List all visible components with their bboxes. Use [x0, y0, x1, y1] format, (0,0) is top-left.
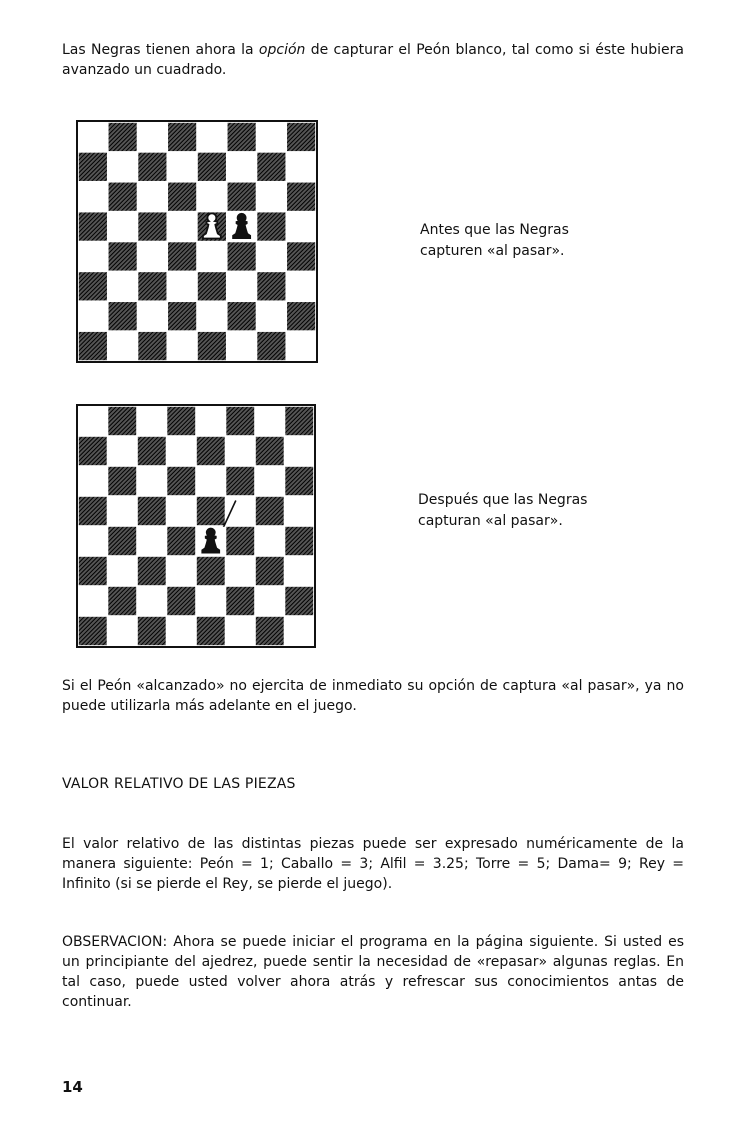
dark-square — [167, 587, 195, 615]
dark-square — [108, 467, 136, 495]
chessboard-after-svg — [78, 406, 314, 646]
dark-square — [197, 437, 225, 465]
dark-square — [79, 272, 107, 300]
dark-square — [256, 497, 284, 525]
dark-square — [257, 272, 285, 300]
dark-square — [226, 407, 254, 435]
dark-square — [287, 183, 315, 211]
dark-square — [109, 302, 137, 330]
dark-square — [79, 437, 107, 465]
intro-text-part2: de capturar el Peón blanco, tal como si éste hubiera avanzado un cuadrado. — [62, 42, 684, 78]
caption-before-line1: Antes que las Negras — [420, 222, 569, 238]
dark-square — [226, 587, 254, 615]
dark-square — [226, 527, 254, 555]
dark-square — [138, 497, 166, 525]
dark-square — [168, 242, 196, 270]
dark-square — [79, 617, 107, 645]
dark-square — [79, 332, 107, 360]
dark-square — [108, 527, 136, 555]
dark-square — [138, 437, 166, 465]
dark-square — [168, 302, 196, 330]
chessboard-before — [76, 120, 318, 363]
dark-square — [228, 123, 256, 151]
dark-square — [228, 302, 256, 330]
dark-square — [228, 183, 256, 211]
dark-square — [287, 123, 315, 151]
dark-square — [79, 153, 107, 181]
dark-square — [198, 332, 226, 360]
dark-square — [109, 183, 137, 211]
dark-square — [167, 527, 195, 555]
chessboard-before-svg — [78, 122, 316, 361]
dark-square — [197, 497, 225, 525]
observation-paragraph: OBSERVACION: Ahora se puede iniciar el programa en la página siguiente. Si usted es un principiante del ajedrez, puede sentir la necesidad de «repasar» algunas reglas. En tal caso, puede usted volver ahora atrás y refrescar sus conocimientos antas de continuar. — [62, 934, 684, 1010]
dark-square — [167, 407, 195, 435]
dark-square — [228, 242, 256, 270]
dark-square — [285, 407, 313, 435]
dark-square — [138, 272, 166, 300]
chessboard-after — [76, 404, 316, 648]
intro-text-part1: Las Negras tienen ahora la — [62, 42, 259, 58]
caption-after-line2: capturan «al pasar». — [418, 513, 563, 529]
dark-square — [168, 183, 196, 211]
page-number: 14 — [62, 1078, 83, 1096]
dark-square — [198, 153, 226, 181]
intro-text-emphasis: opción — [258, 42, 306, 58]
dark-square — [108, 407, 136, 435]
dark-square — [108, 587, 136, 615]
dark-square — [256, 557, 284, 585]
dark-square — [197, 557, 225, 585]
dark-square — [109, 242, 137, 270]
dark-square — [138, 557, 166, 585]
dark-square — [226, 467, 254, 495]
section-heading: VALOR RELATIVO DE LAS PIEZAS — [62, 776, 296, 792]
dark-square — [285, 467, 313, 495]
dark-square — [79, 212, 107, 240]
dark-square — [257, 153, 285, 181]
dark-square — [198, 272, 226, 300]
dark-square — [256, 617, 284, 645]
dark-square — [138, 617, 166, 645]
caption-after — [418, 490, 587, 532]
values-paragraph: El valor relativo de las distintas piezas puede ser expresado numéricamente de la manera siguiente: Peón = 1; Caballo = 3; Alfil = 3.25; Torre = 5; Dama= 9; Rey = Infinito (si se pierde el Rey, se pierde el juego). — [62, 836, 684, 892]
dark-square — [257, 212, 285, 240]
dark-square — [287, 302, 315, 330]
dark-square — [257, 332, 285, 360]
dark-square — [285, 587, 313, 615]
caption-before — [420, 220, 569, 262]
dark-square — [287, 242, 315, 270]
intro-paragraph — [62, 40, 684, 80]
dark-square — [285, 527, 313, 555]
dark-square — [79, 497, 107, 525]
dark-square — [256, 437, 284, 465]
dark-square — [138, 153, 166, 181]
dark-square — [138, 212, 166, 240]
dark-square — [197, 617, 225, 645]
dark-square — [168, 123, 196, 151]
dark-square — [138, 332, 166, 360]
dark-square — [109, 123, 137, 151]
rule-paragraph: Si el Peón «alcanzado» no ejercita de inmediato su opción de captura «al pasar», ya no puede utilizarla más adelante en el juego. — [62, 678, 684, 714]
caption-before-line2: capturen «al pasar». — [420, 243, 565, 259]
dark-square — [167, 467, 195, 495]
caption-after-line1: Después que las Negras — [418, 492, 588, 508]
dark-square — [79, 557, 107, 585]
